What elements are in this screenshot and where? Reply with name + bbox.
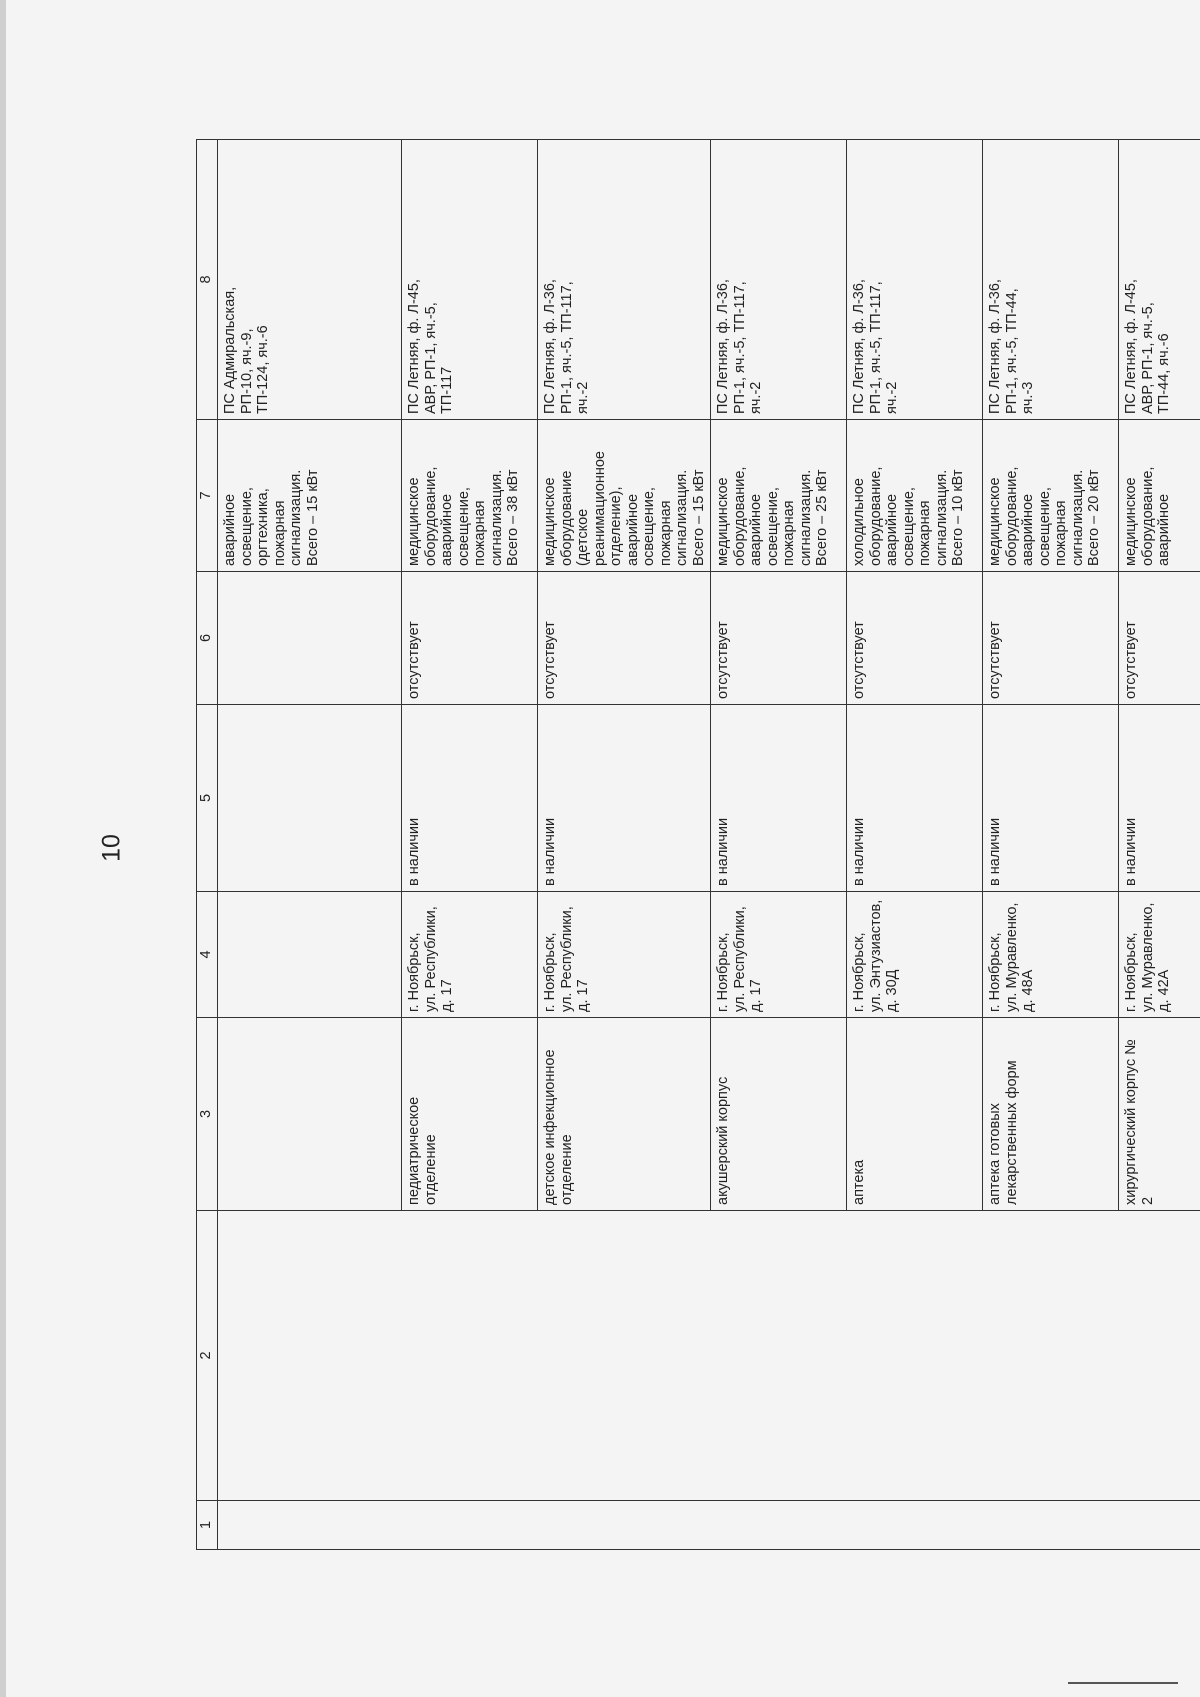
cell-backup-source-text: отсутствует: [1123, 621, 1139, 699]
cell-col1: [1119, 1501, 1200, 1550]
cell-load: медицинское оборудование, аварийное освещение, пожарная сигнализация. Всего – 38 кВт: [402, 419, 538, 571]
cell-col1: [538, 1501, 711, 1550]
cell-col1: [847, 1501, 983, 1550]
cell-address: г. Ноябрьск, ул. Республики, д. 17: [402, 891, 538, 1017]
cell-backup-source: отсутствует: [402, 571, 538, 704]
cell-object: аптека: [847, 1017, 983, 1210]
cell-feed: [1119, 139, 1200, 419]
cell-col1: [218, 1501, 402, 1550]
cell-col2: [538, 1210, 711, 1500]
cell-address: [218, 891, 402, 1017]
cell-address: г. Ноябрьск, ул. Республики, д. 17: [711, 891, 847, 1017]
cell-load: [1119, 419, 1200, 571]
cell-availability: [218, 704, 402, 891]
cell-availability: в наличии: [983, 704, 1119, 891]
header-col-2: 2: [197, 1210, 218, 1500]
table-row: [983, 139, 1119, 1549]
cell-feed: ПС Летняя, ф. Л-36, РП-1, яч.-5, ТП-117, яч.-2: [847, 139, 983, 419]
cell-availability: в наличии: [847, 704, 983, 891]
cell-availability: в наличии: [538, 704, 711, 891]
cell-object: [1119, 1017, 1200, 1210]
cell-backup-source: отсутствует: [711, 571, 847, 704]
cell-load: медицинское оборудование, аварийное освещение, пожарная сигнализация. Всего – 25 кВт: [711, 419, 847, 571]
cell-availability: в наличии: [711, 704, 847, 891]
table-row: [711, 139, 847, 1549]
header-col-3: 3: [197, 1017, 218, 1210]
cell-backup-source: отсутствует: [847, 571, 983, 704]
table-row: [538, 139, 711, 1549]
cell-address: г. Ноябрьск, ул. Республики, д. 17: [538, 891, 711, 1017]
cell-col2: [847, 1210, 983, 1500]
table-row: [1119, 139, 1200, 1549]
cell-col1: [983, 1501, 1119, 1550]
scan-bottom-mark: [1068, 1682, 1178, 1684]
cell-object-text: хирургический корпус № 2: [1123, 1039, 1156, 1205]
cell-address: г. Ноябрьск, ул. Энтузиастов, д. 30Д: [847, 891, 983, 1017]
cell-col2: [1119, 1210, 1200, 1500]
cell-availability: [1119, 704, 1200, 891]
table-row: [847, 139, 983, 1549]
power-supply-table: [196, 139, 1200, 1550]
cell-object: акушерский корпус: [711, 1017, 847, 1210]
header-col-5: 5: [197, 704, 218, 891]
cell-feed: ПС Летняя, ф. Л-36, РП-1, яч.-5, ТП-117, яч.-2: [711, 139, 847, 419]
cell-col2: [983, 1210, 1119, 1500]
cell-object: [218, 1017, 402, 1210]
cell-address: [1119, 891, 1200, 1017]
scan-left-edge: [0, 0, 6, 1697]
cell-load: медицинское оборудование, аварийное освещение, пожарная сигнализация. Всего – 20 кВт: [983, 419, 1119, 571]
cell-feed-text: ПС Летняя, ф. Л-45, АВР, РП-1, яч.-5, ТП-44, яч.-6: [1123, 279, 1172, 414]
cell-availability: в наличии: [402, 704, 538, 891]
cell-col2: [218, 1210, 402, 1500]
cell-object: аптека готовых лекарственных форм: [983, 1017, 1119, 1210]
table-area: [196, 140, 1172, 1550]
cell-feed: ПС Летняя, ф. Л-45, АВР, РП-1, яч.-5, ТП-117: [402, 139, 538, 419]
cell-feed: ПС Адмиральская, РП-10, яч.-9, ТП-124, яч.-6: [218, 139, 402, 419]
cell-object: педиатрическое отделение: [402, 1017, 538, 1210]
page-number: 10: [97, 834, 126, 862]
rotated-table-frame: [196, 140, 1172, 1550]
cell-feed: ПС Летняя, ф. Л-36, РП-1, яч.-5, ТП-117, яч.-2: [538, 139, 711, 419]
header-col-4: 4: [197, 891, 218, 1017]
cell-load: аварийное освещение, оргтехника, пожарная сигнализация. Всего – 15 кВт: [218, 419, 402, 571]
cell-backup-source: [218, 571, 402, 704]
cell-load: холодильное оборудование, аварийное освещение, пожарная сигнализация. Всего – 10 кВт: [847, 419, 983, 571]
header-row: [197, 139, 218, 1549]
header-col-8: 8: [197, 139, 218, 419]
cell-availability-text: в наличии: [1123, 817, 1139, 886]
header-col-7: 7: [197, 419, 218, 571]
cell-col1: [402, 1501, 538, 1550]
cell-backup-source: отсутствует: [538, 571, 711, 704]
cell-load-text: медицинское оборудование, аварийное: [1123, 466, 1172, 566]
cell-col2: [711, 1210, 847, 1500]
cell-backup-source: [1119, 571, 1200, 704]
cell-col1: [711, 1501, 847, 1550]
cell-backup-source: отсутствует: [983, 571, 1119, 704]
cell-load: медицинское оборудование (детское реанимационное отделение), аварийное освещение, пожарная сигнализация. Всего – 15 кВт: [538, 419, 711, 571]
header-col-6: 6: [197, 571, 218, 704]
cell-feed: ПС Летняя, ф. Л-36, РП-1, яч.-5, ТП-44, яч.-3: [983, 139, 1119, 419]
cell-address-text: г. Ноябрьск, ул. Муравленко, д. 42А: [1123, 902, 1172, 1012]
cell-address: г. Ноябрьск, ул. Муравленко, д. 48А: [983, 891, 1119, 1017]
table-row: [218, 139, 402, 1549]
cell-object: детское инфекционное отделение: [538, 1017, 711, 1210]
table-row: [402, 139, 538, 1549]
header-col-1: 1: [197, 1501, 218, 1550]
cell-col2: [402, 1210, 538, 1500]
